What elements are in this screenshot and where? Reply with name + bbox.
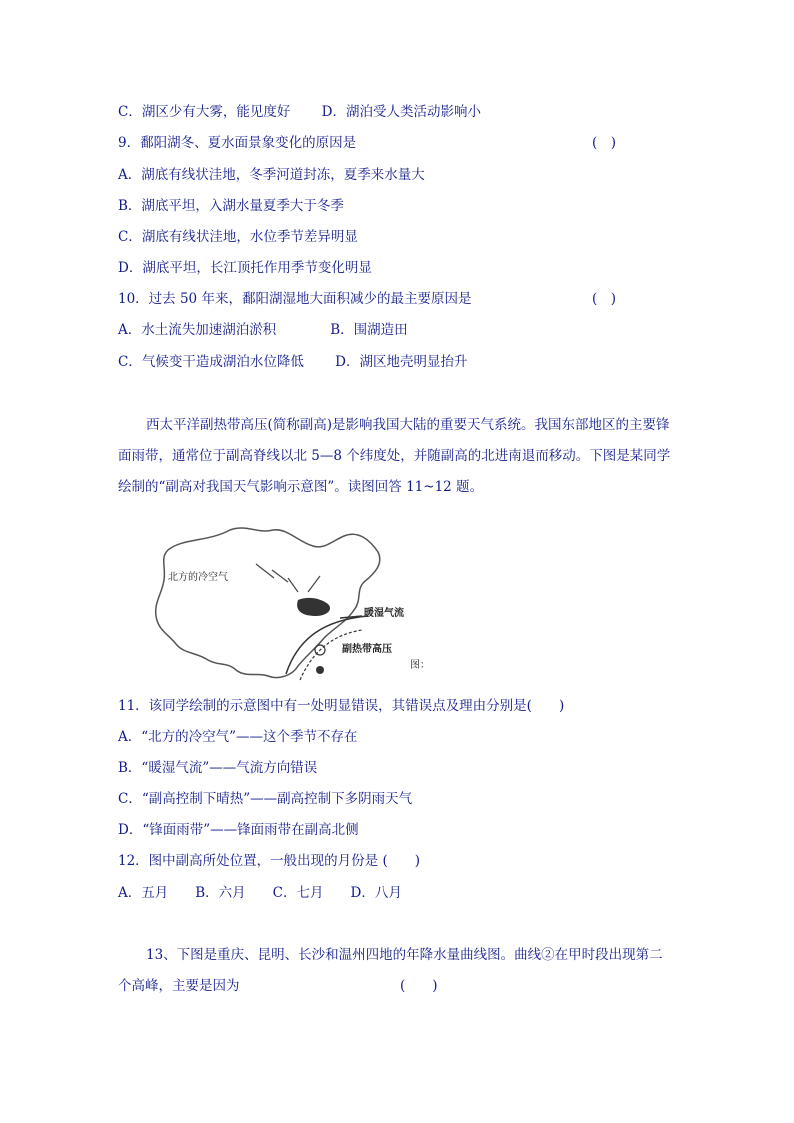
subtropical-high-label: 副热带高压 xyxy=(342,644,392,655)
q9-answer-paren: ( ) xyxy=(592,135,617,151)
q11-option-c: C．“副高控制下晴热”——副高控制下多阴雨天气 xyxy=(118,791,413,807)
figure-label: 图： xyxy=(410,660,430,671)
passage-text: 西太平洋副热带高压(简称副高)是影响我国大陆的重要天气系统。我国东部地区的主要锋面雨带，通常位于副高脊线以北 5—8 个纬度处，并随副高的北进南退而移动。下图是某同学绘制的“副高对我国天气影响示意图”。读图回答 11~12 题。 xyxy=(118,417,671,495)
q11-stem: 11．该同学绘制的示意图中有一处明显错误，其错误点及理由分别是( ) xyxy=(118,698,565,714)
q10-options-cd: C．气候变干造成湖泊水位降低 D．湖区地壳明显抬升 xyxy=(118,354,468,370)
q12-stem: 12．图中副高所处位置，一般出现的月份是 ( ) xyxy=(118,853,421,869)
q9-option-b: B．湖底平坦，入湖水量夏季大于冬季 xyxy=(118,198,344,214)
cold-air-label: 北方的冷空气 xyxy=(168,572,228,583)
q11-option-b: B．“暖湿气流”——气流方向错误 xyxy=(118,760,318,776)
q11-option-a: A．“北方的冷空气”——这个季节不存在 xyxy=(118,729,358,745)
q13-stem-line1: 13、下图是重庆、昆明、长沙和温州四地的年降水量曲线图。曲线②在甲时段出现第二 xyxy=(146,947,663,963)
q8-options-cd: C．湖区少有大雾，能见度好 D．湖泊受人类活动影响小 xyxy=(118,104,481,120)
q9-option-d: D．湖底平坦，长江顶托作用季节变化明显 xyxy=(118,260,372,276)
q9-stem: 9．鄱阳湖冬、夏水面景象变化的原因是 xyxy=(118,135,357,151)
warm-flow-label: 暖湿气流 xyxy=(364,608,404,619)
q10-options-ab: A．水土流失加速湖泊淤积 B．围湖造田 xyxy=(118,322,408,338)
q9-option-a: A．湖底有线状洼地，冬季河道封冻，夏季来水量大 xyxy=(118,167,425,183)
q13-stem-line2: 个高峰，主要是因为 xyxy=(118,978,240,994)
q11-option-d: D．“锋面雨带”——锋面雨带在副高北侧 xyxy=(118,822,359,838)
q10-answer-paren: ( ) xyxy=(592,291,617,307)
passage xyxy=(118,410,678,503)
q12-options: A．五月 B．六月 C．七月 D．八月 xyxy=(118,885,402,901)
subtropical-high-map xyxy=(148,520,438,690)
q10-stem: 10．过去 50 年来，鄱阳湖湿地大面积减少的最主要原因是 xyxy=(118,291,472,307)
q9-option-c: C．湖底有线状洼地，水位季节差异明显 xyxy=(118,229,358,245)
q13-answer-paren: ( ) xyxy=(400,978,438,994)
